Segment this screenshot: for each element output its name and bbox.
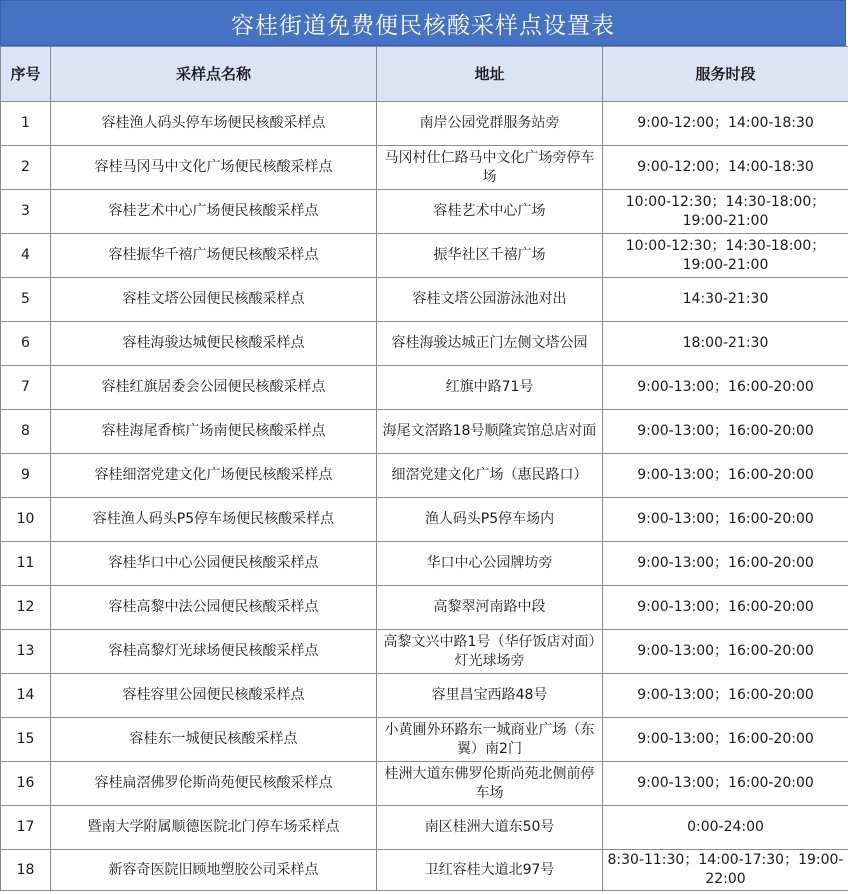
table-row: [1, 806, 848, 850]
table-row: [1, 190, 848, 234]
table-row: [1, 718, 848, 762]
service-hours: 14:30-21:30: [603, 278, 848, 322]
row-number: 6: [1, 322, 51, 366]
site-name: 容桂海骏达城便民核酸采样点: [51, 322, 377, 366]
table-row: [1, 630, 848, 674]
site-name: 容桂海尾香槟广场南便民核酸采样点: [51, 410, 377, 454]
row-number: 13: [1, 630, 51, 674]
site-address: 红旗中路71号: [377, 366, 603, 410]
service-hours: 9:00-13:00；16:00-20:00: [603, 762, 848, 806]
table-row: [1, 542, 848, 586]
site-name: 容桂高黎灯光球场便民核酸采样点: [51, 630, 377, 674]
table-title: 容桂街道免费便民核酸采样点设置表: [0, 0, 846, 46]
row-number: 7: [1, 366, 51, 410]
header-name: 采样点名称: [51, 47, 377, 102]
service-hours: 10:00-12:30；14:30-18:00；19:00-21:00: [603, 190, 848, 234]
site-address: 细滘党建文化广场（惠民路口）: [377, 454, 603, 498]
row-number: 16: [1, 762, 51, 806]
service-hours: 9:00-13:00；16:00-20:00: [603, 366, 848, 410]
table-row: [1, 762, 848, 806]
table-row: [1, 366, 848, 410]
table-row: [1, 278, 848, 322]
service-hours: 10:00-12:30；14:30-18:00；19:00-21:00: [603, 234, 848, 278]
row-number: 3: [1, 190, 51, 234]
table-body: [1, 102, 848, 891]
row-number: 18: [1, 850, 51, 891]
row-number: 1: [1, 102, 51, 146]
site-name: 容桂渔人码头P5停车场便民核酸采样点: [51, 498, 377, 542]
header-row: [1, 47, 848, 102]
service-hours: 9:00-13:00；16:00-20:00: [603, 410, 848, 454]
site-address: 马冈村仕仁路马中文化广场旁停车场: [377, 146, 603, 190]
row-number: 14: [1, 674, 51, 718]
site-name: 新容奇医院旧顾地塑胶公司采样点: [51, 850, 377, 891]
service-hours: 9:00-12:00；14:00-18:30: [603, 102, 848, 146]
row-number: 2: [1, 146, 51, 190]
table-row: [1, 146, 848, 190]
site-name: 容桂东一城便民核酸采样点: [51, 718, 377, 762]
service-hours: 0:00-24:00: [603, 806, 848, 850]
site-address: 振华社区千禧广场: [377, 234, 603, 278]
site-name: 暨南大学附属顺德医院北门停车场采样点: [51, 806, 377, 850]
service-hours: 9:00-13:00；16:00-20:00: [603, 498, 848, 542]
site-address: 容桂艺术中心广场: [377, 190, 603, 234]
table-row: [1, 102, 848, 146]
service-hours: 8:30-11:30；14:00-17:30；19:00-22:00: [603, 850, 848, 891]
row-number: 5: [1, 278, 51, 322]
site-address: 卫红容桂大道北97号: [377, 850, 603, 891]
site-name: 容桂艺术中心广场便民核酸采样点: [51, 190, 377, 234]
table-row: [1, 234, 848, 278]
site-name: 容桂容里公园便民核酸采样点: [51, 674, 377, 718]
header-no: 序号: [1, 47, 51, 102]
row-number: 12: [1, 586, 51, 630]
service-hours: 9:00-13:00；16:00-20:00: [603, 674, 848, 718]
row-number: 17: [1, 806, 51, 850]
site-name: 容桂振华千禧广场便民核酸采样点: [51, 234, 377, 278]
service-hours: 9:00-13:00；16:00-20:00: [603, 586, 848, 630]
service-hours: 18:00-21:30: [603, 322, 848, 366]
site-address: 容桂海骏达城正门左侧文塔公园: [377, 322, 603, 366]
table-row: [1, 498, 848, 542]
site-name: 容桂文塔公园便民核酸采样点: [51, 278, 377, 322]
service-hours: 9:00-13:00；16:00-20:00: [603, 630, 848, 674]
row-number: 8: [1, 410, 51, 454]
table-row: [1, 322, 848, 366]
table-row: [1, 586, 848, 630]
site-name: 容桂扁滘佛罗伦斯尚苑便民核酸采样点: [51, 762, 377, 806]
site-address: 南区桂洲大道东50号: [377, 806, 603, 850]
site-address: 南岸公园党群服务站旁: [377, 102, 603, 146]
row-number: 10: [1, 498, 51, 542]
service-hours: 9:00-13:00；16:00-20:00: [603, 454, 848, 498]
sampling-sites-table: [0, 46, 848, 891]
site-address: 高黎文兴中路1号（华仔饭店对面）灯光球场旁: [377, 630, 603, 674]
site-name: 容桂华口中心公园便民核酸采样点: [51, 542, 377, 586]
row-number: 11: [1, 542, 51, 586]
site-name: 容桂高黎中法公园便民核酸采样点: [51, 586, 377, 630]
site-name: 容桂细滘党建文化广场便民核酸采样点: [51, 454, 377, 498]
site-address: 容桂文塔公园游泳池对出: [377, 278, 603, 322]
table-row: [1, 850, 848, 891]
row-number: 9: [1, 454, 51, 498]
site-name: 容桂马冈马中文化广场便民核酸采样点: [51, 146, 377, 190]
table-row: [1, 454, 848, 498]
site-name: 容桂渔人码头停车场便民核酸采样点: [51, 102, 377, 146]
table-row: [1, 674, 848, 718]
site-address: 容里昌宝西路48号: [377, 674, 603, 718]
service-hours: 9:00-13:00；16:00-20:00: [603, 542, 848, 586]
row-number: 15: [1, 718, 51, 762]
table-row: [1, 410, 848, 454]
site-address: 海尾文滘路18号顺隆宾馆总店对面: [377, 410, 603, 454]
site-address: 高黎翠河南路中段: [377, 586, 603, 630]
header-hours: 服务时段: [603, 47, 848, 102]
site-address: 渔人码头P5停车场内: [377, 498, 603, 542]
site-address: 华口中心公园牌坊旁: [377, 542, 603, 586]
site-address: 小黄圃外环路东一城商业广场（东翼）南2门: [377, 718, 603, 762]
header-address: 地址: [377, 47, 603, 102]
site-name: 容桂红旗居委会公园便民核酸采样点: [51, 366, 377, 410]
service-hours: 9:00-13:00；16:00-20:00: [603, 718, 848, 762]
site-address: 桂洲大道东佛罗伦斯尚苑北侧前停车场: [377, 762, 603, 806]
service-hours: 9:00-12:00；14:00-18:30: [603, 146, 848, 190]
row-number: 4: [1, 234, 51, 278]
